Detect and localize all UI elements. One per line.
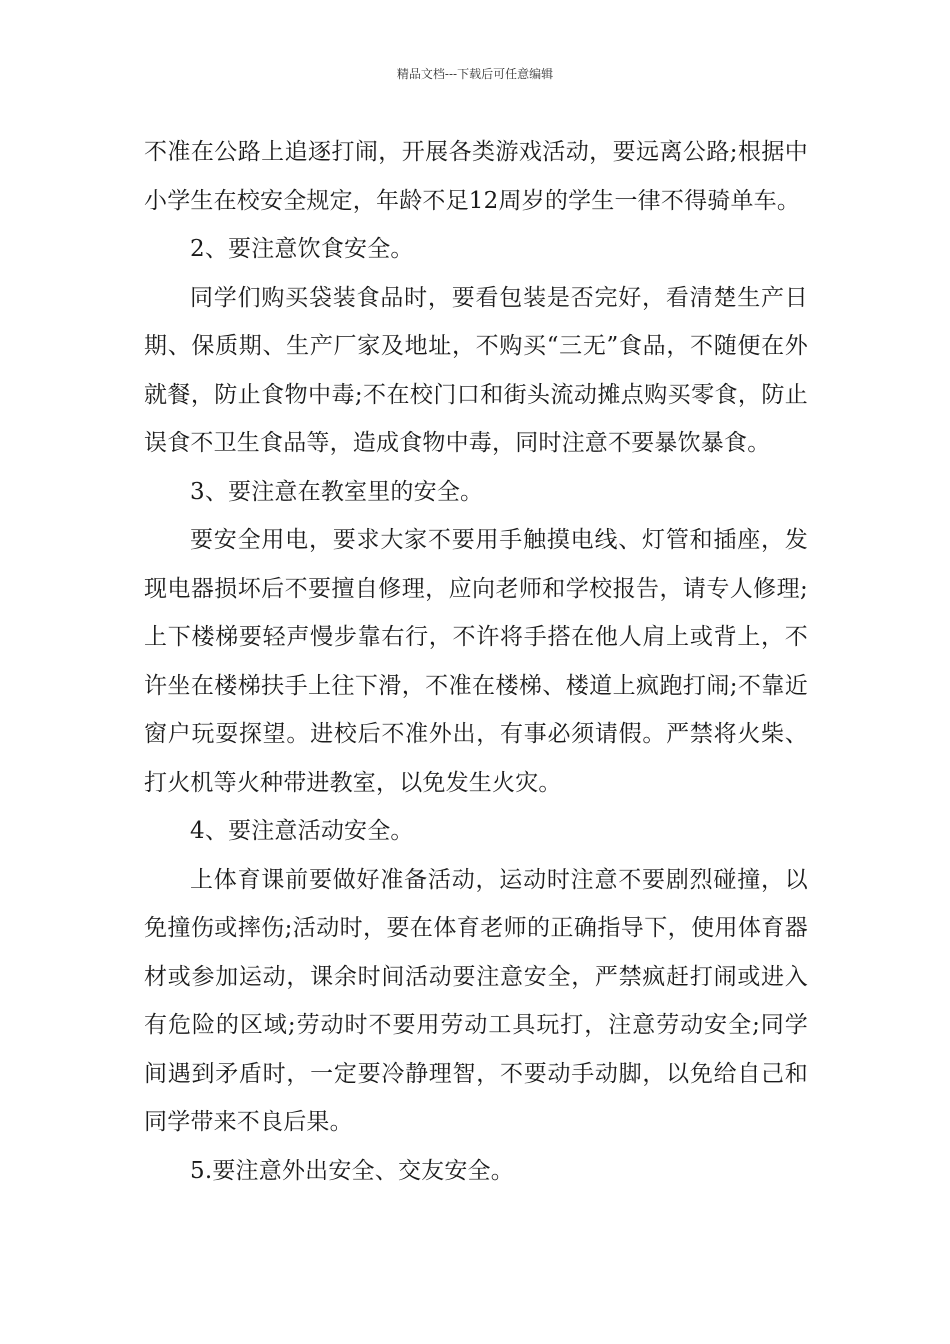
paragraph-food-safety: 同学们购买袋装食品时，要看包装是否完好，看清楚生产日期、保质期、生产厂家及地址，不购买“三无”食品，不随便在外就餐，防止食物中毒;不在校门口和街头流动摊点购买零食，防止误食不卫生食品等，造成食物中毒，同时注意不要暴饮暴食。 xyxy=(144,284,808,456)
page-header: 精品文档---下载后可任意编辑 xyxy=(396,67,554,81)
section-heading-4: 4、要注意活动安全。 xyxy=(190,818,414,844)
section-heading-5: 5.要注意外出安全、交友安全。 xyxy=(190,1157,514,1184)
section-heading-3: 3、要注意在教室里的安全。 xyxy=(190,478,484,505)
paragraph-classroom-safety: 要安全用电，要求大家不要用手触摸电线、灯管和插座，发现电器损坏后不要擅自修理，应向老师和学校报告，请专人修理;上下楼梯要轻声慢步靠右行，不许将手搭在他人肩上或背上，不许坐在楼梯扶手上往下滑，不准在楼梯、楼道上疯跑打闹;不靠近窗户玩耍探望。进校后不准外出，有事必须请假。严禁将火柴、打火机等火种带进教室，以免发生火灾。 xyxy=(144,527,808,796)
section-heading-2: 2、要注意饮食安全。 xyxy=(190,236,414,262)
paragraph-activity-safety: 上体育课前要做好准备活动，运动时注意不要剧烈碰撞，以免撞伤或摔伤;活动时，要在体育老师的正确指导下，使用体育器材或参加运动，课余时间活动要注意安全，严禁疯赶打闹或进入有危险的区域;劳动时不要用劳动工具玩打，注意劳动安全;同学间遇到矛盾时，一定要冷静理智，不要动手动脚，以免给自己和同学带来不良后果。 xyxy=(144,866,808,1135)
document-body xyxy=(144,128,808,1195)
paragraph-1: 不准在公路上追逐打闹，开展各类游戏活动，要远离公路;根据中小学生在校安全规定，年龄不足12周岁的学生一律不得骑单车。 xyxy=(144,139,808,214)
